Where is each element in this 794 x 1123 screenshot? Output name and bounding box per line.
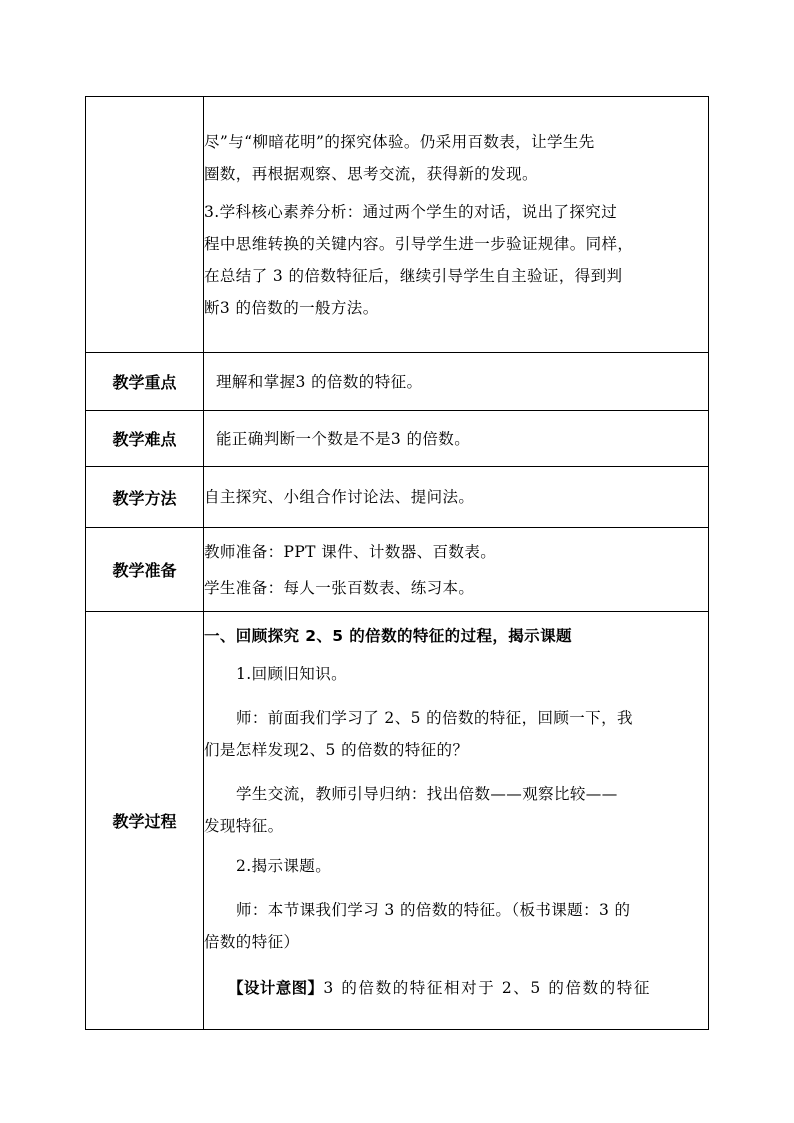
text-line: 在总结了 3 的倍数特征后，继续引导学生自主验证，得到判 xyxy=(204,266,623,285)
method-cell xyxy=(204,467,709,528)
design-intent-line xyxy=(204,972,708,1004)
text-line: 尽”与“柳暗花明”的探究体验。仍采用百数表，让学生先 xyxy=(204,132,595,151)
key-point-row xyxy=(86,353,709,411)
key-point-label: 教学重点 xyxy=(86,353,204,411)
continuation-row xyxy=(86,97,709,353)
section-heading: 一、回顾探究 2、5 的倍数的特征的过程，揭示课题 xyxy=(204,627,572,645)
teacher-question-line: 师：前面我们学习了 2、5 的倍数的特征，回顾一下，我 xyxy=(236,709,633,727)
key-point-text: 理解和掌握3 的倍数的特征。 xyxy=(216,372,423,391)
process-row xyxy=(86,612,709,1030)
process-label: 教学过程 xyxy=(86,612,204,1030)
text-line: 程中思维转换的关键内容。引导学生进一步验证规律。同样， xyxy=(204,234,634,253)
preparation-cell xyxy=(204,528,709,612)
teacher-question-line: 倍数的特征） xyxy=(204,933,300,951)
preparation-label: 教学准备 xyxy=(86,528,204,612)
text-line: 断3 的倍数的一般方法。 xyxy=(204,298,379,317)
continuation-cell xyxy=(204,97,709,353)
teacher-question-line: 们是怎样发现2、5 的倍数的特征的？ xyxy=(204,741,469,759)
student-exchange-line: 发现特征。 xyxy=(204,817,284,835)
lesson-plan-table xyxy=(85,96,709,1030)
teacher-preparation: 教师准备：PPT 课件、计数器、百数表。 xyxy=(204,542,497,561)
difficulty-label: 教学难点 xyxy=(86,411,204,467)
step-two: 2.揭示课题。 xyxy=(236,857,332,875)
empty-label-cell xyxy=(86,97,204,353)
preparation-row xyxy=(86,528,709,612)
text-line: 3.学科核心素养分析：通过两个学生的对话，说出了探究过 xyxy=(204,202,618,221)
difficulty-cell xyxy=(204,411,709,467)
method-label: 教学方法 xyxy=(86,467,204,528)
student-preparation: 学生准备：每人一张百数表、练习本。 xyxy=(204,578,475,597)
key-point-cell xyxy=(204,353,709,411)
process-cell xyxy=(204,612,709,1030)
design-intent-text: 3 的倍数的特征相对于 2、5 的倍数的特征 xyxy=(323,979,651,997)
step-one: 1.回顾旧知识。 xyxy=(236,665,347,683)
difficulty-text: 能正确判断一个数是不是3 的倍数。 xyxy=(216,429,471,448)
method-row xyxy=(86,467,709,528)
method-text: 自主探究、小组合作讨论法、提问法。 xyxy=(204,488,475,506)
text-line: 圈数，再根据观察、思考交流，获得新的发现。 xyxy=(204,164,538,183)
difficulty-row xyxy=(86,411,709,467)
student-exchange-line: 学生交流，教师引导归纳：找出倍数——观察比较—— xyxy=(236,785,618,803)
teacher-question-line: 师：本节课我们学习 3 的倍数的特征。（板书课题：3 的 xyxy=(236,901,631,919)
design-intent-tag: 【设计意图】 xyxy=(228,979,324,997)
